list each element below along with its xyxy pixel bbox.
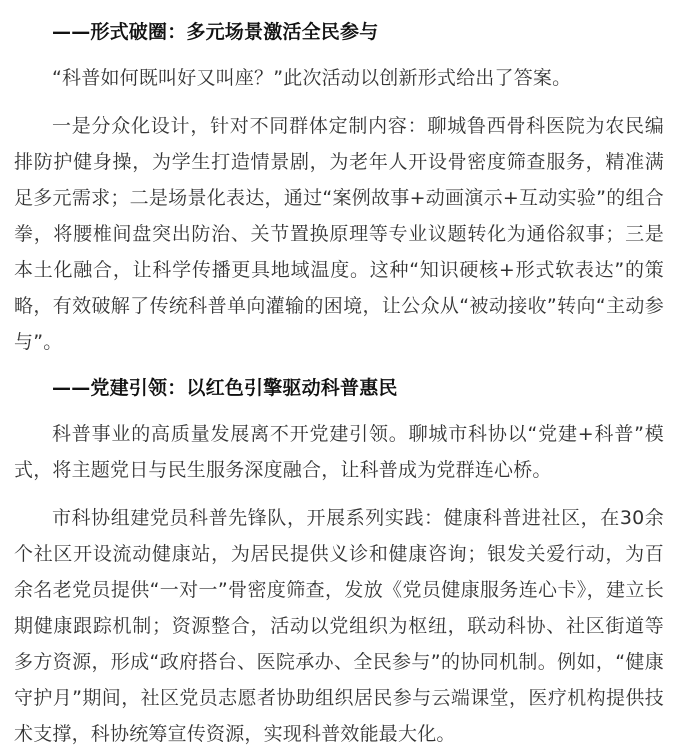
section-heading-party-leadership: ——党建引领：以红色引擎驱动科普惠民 [52,377,398,399]
paragraph-party-science-model: 科普事业的高质量发展离不开党建引领。聊城市科协以“党建+科普”模式，将主题党日与民生服务深度融合，让科普成为党群连心桥。 [14,423,664,481]
article-body [14,14,664,752]
paragraph-three-approaches: 一是分众化设计，针对不同群体定制内容：聊城鲁西骨科医院为农民编排防护健身操，为学生打造情景剧，为老年人开设骨密度筛查服务，精准满足多元需求；二是场景化表达，通过“案例故事+动画演示+互动实验”的组合拳，将腰椎间盘突出防治、关节置换原理等专业议题转化为通俗叙事；三是本土化融合，让科学传播更具地域温度。这种“知识硬核+形式软表达”的策略，有效破解了传统科普单向灌输的困境，让公众从“被动接收”转向“主动参与”。 [14,115,664,353]
paragraph-intro-question: “科普如何既叫好又叫座？”此次活动以创新形式给出了答案。 [52,67,572,89]
paragraph-vanguard-team-practice: 市科协组建党员科普先锋队，开展系列实践：健康科普进社区，在30余个社区开设流动健康站，为居民提供义诊和健康咨询；银发关爱行动，为百余名老党员提供“一对一”骨密度筛查，发放《党员健康服务连心卡》，建立长期健康跟踪机制；资源整合，活动以党组织为枢纽，联动科协、社区街道等多方资源，形成“政府搭台、医院承办、全民参与”的协同机制。例如，“健康守护月”期间，社区党员志愿者协助组织居民参与云端课堂，医疗机构提供技术支撑，科协统筹宣传资源，实现科普效能最大化。 [14,507,664,745]
section-heading-form-innovation: ——形式破圈：多元场景激活全民参与 [52,21,379,43]
